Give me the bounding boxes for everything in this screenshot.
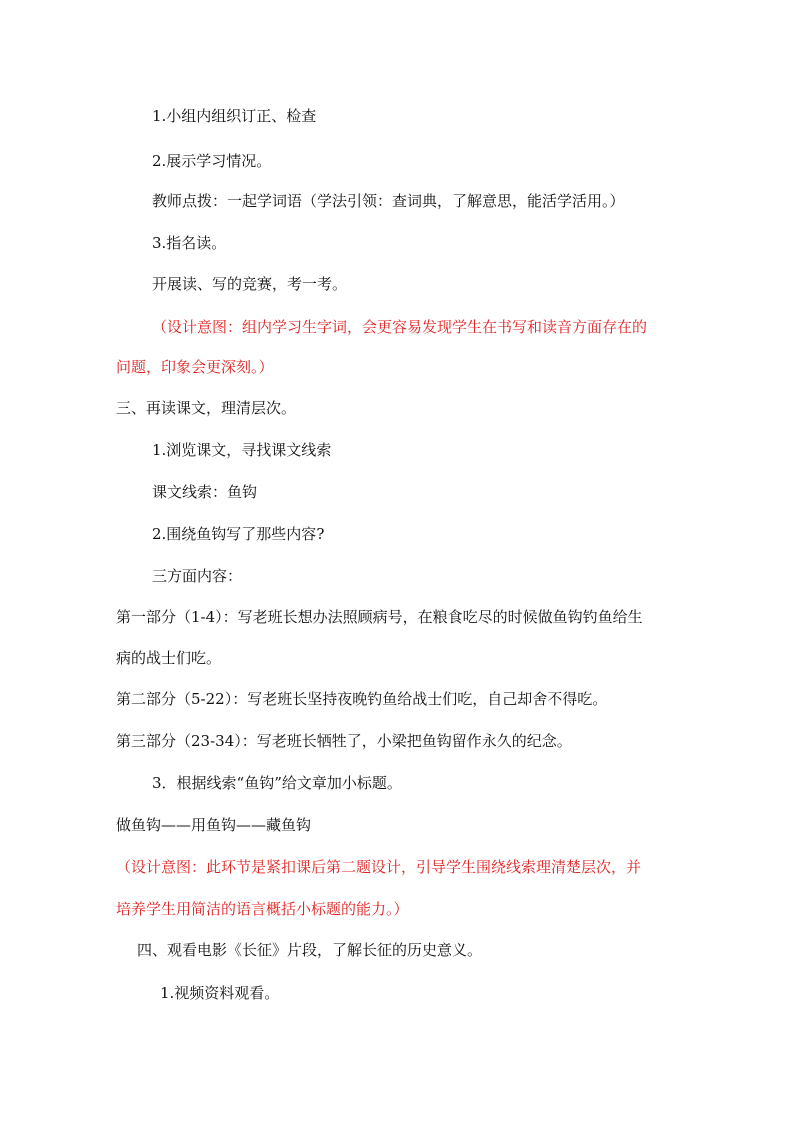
design-intent-2-line-2: 培养学生用简洁的语言概括小标题的能力。） — [116, 900, 409, 918]
part-1-line-1: 第一部分（1-4）：写老班长想办法照顾病号，在粮食吃尽的时候做鱼钩钓鱼给生 — [116, 608, 643, 626]
step-1-watch-video: 1.视频资料观看。 — [160, 984, 280, 1002]
step-2-content-question: 2.围绕鱼钩写了那些内容? — [152, 525, 325, 543]
section-4-heading: 四、观看电影《长征》片段，了解长征的历史意义。 — [137, 941, 483, 959]
step-1-correct-check: 1.小组内组织订正、检查 — [152, 107, 317, 125]
teacher-guidance: 教师点拨：一起学词语（学法引领：查词典，了解意思，能活学活用。） — [152, 192, 625, 210]
section-3-heading: 三、再读课文，理清层次。 — [116, 399, 297, 417]
design-intent-1-line-2: 问题，印象会更深刻。） — [116, 358, 274, 376]
design-intent-2-line-1: （设计意图：此环节是紧扣课后第二题设计，引导学生围绕线索理清楚层次，并 — [116, 858, 642, 876]
step-1-browse-text: 1.浏览课文，寻找课文线索 — [152, 441, 332, 459]
step-3-subtitles: 3．根据线索“鱼钩”给文章加小标题。 — [152, 774, 402, 792]
text-clue: 课文线索：鱼钩 — [152, 483, 258, 501]
three-aspects-label: 三方面内容： — [152, 567, 243, 585]
part-3: 第三部分（23-34）：写老班长牺牲了，小梁把鱼钩留作永久的纪念。 — [116, 732, 572, 750]
part-1-line-2: 病的战士们吃。 — [116, 649, 222, 667]
subtitle-sequence: 做鱼钩——用鱼钩——藏鱼钩 — [116, 816, 312, 834]
step-3-read-aloud: 3.指名读。 — [152, 234, 227, 252]
part-2: 第二部分（5-22）：写老班长坚持夜晚钓鱼给战士们吃，自己却舍不得吃。 — [116, 690, 608, 708]
step-2-show-learning: 2.展示学习情况。 — [152, 152, 272, 170]
design-intent-1-line-1: （设计意图：组内学习生字词，会更容易发现学生在书写和读音方面存在的 — [152, 318, 648, 336]
reading-writing-contest: 开展读、写的竞赛，考一考。 — [152, 275, 348, 293]
